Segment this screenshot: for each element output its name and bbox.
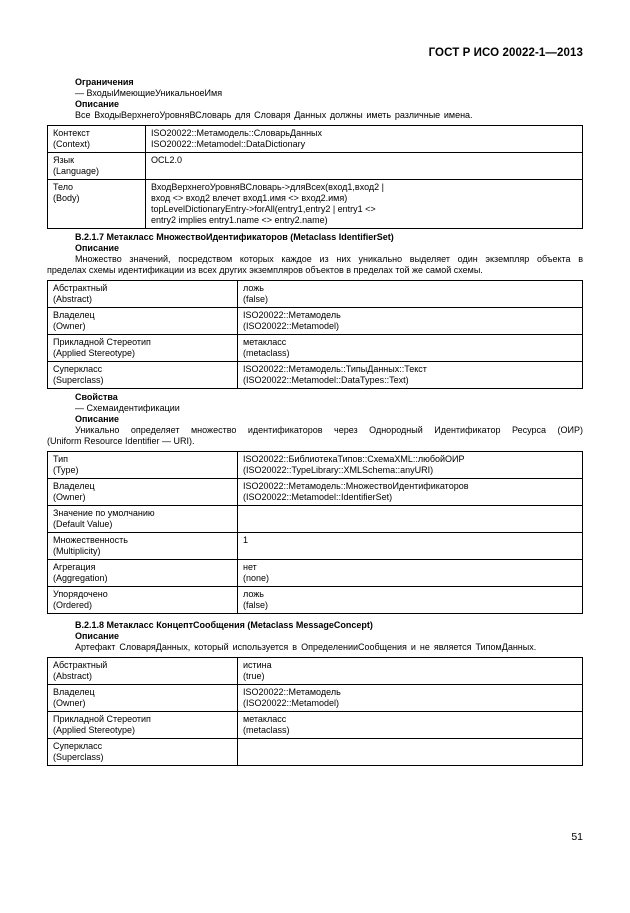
property-name-cell bbox=[48, 452, 238, 479]
section-heading-b218 bbox=[47, 620, 583, 631]
table-row bbox=[48, 281, 583, 308]
property-value-line: истина bbox=[243, 660, 272, 670]
table-row bbox=[48, 685, 583, 712]
property-name-line: Владелец bbox=[53, 310, 95, 320]
table-row bbox=[48, 452, 583, 479]
property-value-line: (metaclass) bbox=[243, 725, 290, 735]
property-value-line: entry2 implies entry1.name <> entry2.name) bbox=[151, 215, 328, 225]
property-name-cell bbox=[48, 739, 238, 766]
property-value-line: нет bbox=[243, 562, 257, 572]
table-row bbox=[48, 533, 583, 560]
table-row bbox=[48, 362, 583, 389]
property-value-line: метакласс bbox=[243, 337, 287, 347]
property-value-line: ISO20022::Метамодель::МножествоИдентификаторов bbox=[243, 481, 469, 491]
identifierset-properties-table bbox=[47, 280, 583, 389]
property-value-cell bbox=[238, 362, 583, 389]
property-name-cell bbox=[48, 362, 238, 389]
property-value-line bbox=[243, 519, 578, 530]
identificationscheme-attributes-table bbox=[47, 451, 583, 614]
constraints-heading: Ограничения bbox=[75, 77, 134, 87]
property-value-cell bbox=[238, 658, 583, 685]
description-line: Множество значений, посредством которых каждое из них уникально выделяет один экземпляр объекта в bbox=[75, 254, 583, 264]
property-name-line: Множественность bbox=[53, 535, 128, 545]
table-row bbox=[48, 658, 583, 685]
property-value-line: (false) bbox=[243, 600, 269, 610]
property-name-line: (Applied Stereotype) bbox=[53, 725, 136, 735]
property-value-cell bbox=[238, 712, 583, 739]
property-name-line: (Type) bbox=[53, 465, 79, 475]
property-name-line: Значение по умолчанию bbox=[53, 508, 155, 518]
document-code-header: ГОСТ Р ИСО 20022-1—2013 bbox=[428, 47, 583, 59]
description-text: Артефакт СловаряДанных, который используется в ОпределенииСообщения и не является ТипомДанных. bbox=[75, 642, 537, 652]
description-heading: Описание bbox=[75, 414, 120, 424]
description-line: (Uniform Resource Identifier — URI). bbox=[47, 436, 195, 446]
property-name-cell bbox=[48, 712, 238, 739]
property-value-line: 1 bbox=[243, 535, 249, 545]
property-name-line: (Owner) bbox=[53, 698, 86, 708]
property-value-line: (ISO20022::TypeLibrary::XMLSchema::anyURI) bbox=[243, 465, 434, 475]
table-row bbox=[48, 180, 583, 229]
description-line: пределах схемы идентификации из всех других экземпляров объектов в пределах той же самой схемы. bbox=[47, 265, 483, 275]
description-line: Уникально определяет множество идентификаторов через Однородный Идентификатор Ресурса (ОИР) bbox=[75, 425, 583, 435]
description-text: Все ВходыВерхнегоУровняВСловарь для Словаря Данных должны иметь различные имена. bbox=[75, 110, 473, 120]
property-value-line: (metaclass) bbox=[243, 348, 290, 358]
description-heading: Описание bbox=[75, 631, 120, 641]
table-row bbox=[48, 712, 583, 739]
property-name-line: (Abstract) bbox=[53, 671, 93, 681]
property-value-line: ISO20022::Метамодель::СловарьДанных bbox=[151, 128, 323, 138]
messageconcept-properties-table bbox=[47, 657, 583, 766]
property-value-line: ISO20022::Метамодель bbox=[243, 310, 341, 320]
property-name-cell bbox=[48, 180, 146, 229]
property-value-cell bbox=[238, 739, 583, 766]
page-content bbox=[47, 77, 583, 766]
property-value-cell bbox=[146, 126, 583, 153]
property-name-line: (Aggregation) bbox=[53, 573, 108, 583]
section-number: В.2.1.8 bbox=[75, 620, 105, 630]
property-name-line: Владелец bbox=[53, 687, 95, 697]
section-heading-b217 bbox=[47, 232, 583, 243]
property-name-line: Суперкласс bbox=[53, 364, 103, 374]
property-value-line: метакласс bbox=[243, 714, 287, 724]
property-name-line: Упорядочено bbox=[53, 589, 108, 599]
property-name-line: Агрегация bbox=[53, 562, 96, 572]
property-name-line: (Superclass) bbox=[53, 752, 104, 762]
table-row bbox=[48, 335, 583, 362]
property-value-line: (none) bbox=[243, 573, 270, 583]
property-name-line: (Context) bbox=[53, 139, 91, 149]
table-row bbox=[48, 126, 583, 153]
description-heading: Описание bbox=[75, 99, 120, 109]
table-row bbox=[48, 587, 583, 614]
property-value-line: topLevelDictionaryEntry->forAll(entry1,entry2 | entry1 <> bbox=[151, 204, 376, 214]
section-title: Метакласс МножествоИдентификаторов (Metaclass IdentifierSet) bbox=[106, 232, 394, 242]
property-name-line: (Owner) bbox=[53, 321, 86, 331]
property-value-line: ложь bbox=[243, 283, 264, 293]
property-value-line: ложь bbox=[243, 589, 264, 599]
property-value-line: (ISO20022::Metamodel) bbox=[243, 321, 340, 331]
table-row bbox=[48, 153, 583, 180]
property-name-cell bbox=[48, 506, 238, 533]
constraint-item: — ВходыИмеющиеУникальноеИмя bbox=[75, 88, 223, 98]
property-name-line: Прикладной Стереотип bbox=[53, 714, 151, 724]
property-value-line bbox=[243, 508, 578, 519]
property-name-cell bbox=[48, 335, 238, 362]
property-value-line bbox=[243, 741, 578, 752]
property-name-line: Контекст bbox=[53, 128, 90, 138]
property-name-cell bbox=[48, 126, 146, 153]
property-name-line: (Applied Stereotype) bbox=[53, 348, 136, 358]
property-value-line bbox=[151, 166, 578, 177]
section-title: Метакласс КонцептСообщения (Metaclass MessageConcept) bbox=[106, 620, 373, 630]
property-value-cell bbox=[238, 560, 583, 587]
property-name-line: (Body) bbox=[53, 193, 80, 203]
property-name-cell bbox=[48, 685, 238, 712]
property-value-cell bbox=[146, 180, 583, 229]
property-name-line: Тело bbox=[53, 182, 74, 192]
property-value-cell bbox=[238, 452, 583, 479]
table-row bbox=[48, 479, 583, 506]
property-name-line: Абстрактный bbox=[53, 660, 108, 670]
property-name-line: (Multiplicity) bbox=[53, 546, 101, 556]
property-name-line: Тип bbox=[53, 454, 69, 464]
property-value-line: (ISO20022::Metamodel::DataTypes::Text) bbox=[243, 375, 409, 385]
property-item: — Схемаидентификации bbox=[75, 403, 180, 413]
section-number: В.2.1.7 bbox=[75, 232, 105, 242]
property-name-line: Прикладной Стереотип bbox=[53, 337, 151, 347]
property-name-cell bbox=[48, 658, 238, 685]
table-row bbox=[48, 739, 583, 766]
property-name-line: Абстрактный bbox=[53, 283, 108, 293]
property-name-line: (Superclass) bbox=[53, 375, 104, 385]
property-name-line: Владелец bbox=[53, 481, 95, 491]
description-heading: Описание bbox=[75, 243, 120, 253]
property-value-cell bbox=[238, 335, 583, 362]
property-value-line: (ISO20022::Metamodel::IdentifierSet) bbox=[243, 492, 393, 502]
property-value-cell bbox=[238, 587, 583, 614]
property-name-cell bbox=[48, 153, 146, 180]
property-value-line bbox=[243, 546, 578, 557]
property-name-line: (Language) bbox=[53, 166, 100, 176]
property-name-cell bbox=[48, 587, 238, 614]
property-name-cell bbox=[48, 308, 238, 335]
property-name-cell bbox=[48, 281, 238, 308]
property-name-cell bbox=[48, 533, 238, 560]
property-value-line: ISO20022::Метамодель::ТипыДанных::Текст bbox=[243, 364, 427, 374]
property-value-cell bbox=[238, 479, 583, 506]
property-value-line: (false) bbox=[243, 294, 269, 304]
property-name-line: (Abstract) bbox=[53, 294, 93, 304]
property-value-cell bbox=[238, 533, 583, 560]
property-value-line: (ISO20022::Metamodel) bbox=[243, 698, 340, 708]
table-row bbox=[48, 308, 583, 335]
table-row bbox=[48, 560, 583, 587]
property-name-cell bbox=[48, 560, 238, 587]
property-value-cell bbox=[238, 281, 583, 308]
property-value-cell bbox=[146, 153, 583, 180]
property-value-cell bbox=[238, 308, 583, 335]
property-name-cell bbox=[48, 479, 238, 506]
property-value-cell bbox=[238, 685, 583, 712]
property-value-line: OCL2.0 bbox=[151, 155, 183, 165]
properties-heading: Свойства bbox=[75, 392, 118, 402]
property-name-line: (Owner) bbox=[53, 492, 86, 502]
property-value-line: (true) bbox=[243, 671, 265, 681]
property-value-cell bbox=[238, 506, 583, 533]
page-number: 51 bbox=[571, 831, 583, 843]
property-name-line: (Default Value) bbox=[53, 519, 113, 529]
property-value-line: ISO20022::Metamodel::DataDictionary bbox=[151, 139, 306, 149]
property-value-line: ISO20022::БиблиотекаТипов::СхемаXML::любойОИР bbox=[243, 454, 465, 464]
constraint-table bbox=[47, 125, 583, 229]
property-name-line: (Ordered) bbox=[53, 600, 93, 610]
property-value-line: ВходВерхнегоУровняВСловарь->дляВсех(вход1,вход2 | bbox=[151, 182, 384, 192]
property-name-line: Суперкласс bbox=[53, 741, 103, 751]
property-value-line bbox=[243, 752, 578, 763]
property-value-line: ISO20022::Метамодель bbox=[243, 687, 341, 697]
property-name-line: Язык bbox=[53, 155, 75, 165]
property-value-line: вход <> вход2 влечет вход1.имя <> вход2.имя) bbox=[151, 193, 348, 203]
table-row bbox=[48, 506, 583, 533]
